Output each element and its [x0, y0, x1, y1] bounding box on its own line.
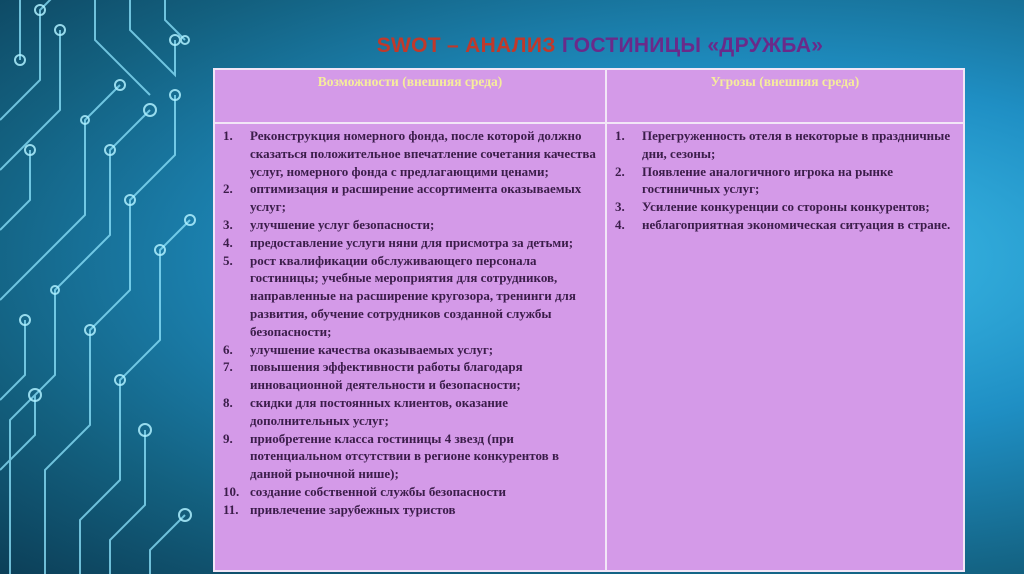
- list-item-number: 3.: [223, 216, 233, 232]
- threats-list: [607, 124, 963, 234]
- list-item-number: 7.: [223, 359, 233, 375]
- table-header-row: [214, 69, 964, 123]
- list-item: [215, 234, 601, 252]
- list-item-number: 4.: [223, 234, 233, 250]
- list-item: [215, 127, 601, 180]
- list-item: [215, 501, 601, 519]
- list-item-number: 10.: [223, 483, 240, 499]
- list-item-number: 9.: [223, 430, 233, 446]
- column-header-opportunities: Возможности (внешняя среда): [214, 69, 606, 123]
- list-item-text: Реконструкция номерного фонда, после которой должно сказаться положительное впечатление сочетания качества услуг, номерного фонда с предлагающими ценами;: [250, 128, 596, 179]
- list-item: [215, 394, 601, 430]
- title-hotel-part: ГОСТИНИЦЫ «ДРУЖБА»: [561, 34, 824, 57]
- list-item-text: неблагоприятная экономическая ситуация в стране.: [642, 216, 951, 232]
- opportunities-cell: [214, 123, 606, 571]
- list-item: [215, 180, 601, 216]
- list-item-text: предоставление услуги няни для присмотра за детьми;: [250, 234, 574, 250]
- threats-cell: [606, 123, 964, 571]
- list-item-text: оптимизация и расширение ассортимента оказываемых услуг;: [250, 181, 582, 215]
- list-item: [215, 483, 601, 501]
- list-item: [607, 163, 959, 199]
- opportunities-list: [215, 124, 605, 519]
- swot-table: [213, 68, 965, 572]
- list-item-number: 4.: [615, 216, 625, 232]
- list-item: [215, 216, 601, 234]
- slide-title: [215, 34, 985, 58]
- list-item-number: 1.: [615, 128, 625, 143]
- list-item: [215, 430, 601, 483]
- list-item-number: 11.: [223, 501, 239, 517]
- list-item-number: 2.: [223, 181, 233, 197]
- list-item: [607, 198, 959, 216]
- table-body-row: [214, 123, 964, 571]
- list-item-number: 8.: [223, 394, 233, 410]
- list-item-text: приобретение класса гостиницы 4 звезд (при потенциальном отсутствии в регионе конкурентов в данной рыночной нише);: [250, 430, 559, 482]
- list-item-text: рост квалификации обслуживающего персонала гостиницы; учебные мероприятия для сотрудников, направленные на расширение кругозора, тренинги для развития, обучение сотрудников созданной службы безопасности;: [250, 252, 576, 339]
- list-item: [607, 216, 959, 234]
- list-item-text: Появление аналогичного игрока на рынке гостиничных услуг;: [642, 163, 893, 197]
- list-item-text: скидки для постоянных клиентов, оказание дополнительных услуг;: [250, 394, 509, 428]
- list-item: [607, 127, 959, 163]
- list-item: [215, 341, 601, 359]
- list-item-text: Усиление конкуренции со стороны конкурентов;: [642, 199, 930, 215]
- list-item-text: повышения эффективности работы благодаря инновационной деятельности и безопасности;: [250, 359, 523, 393]
- list-item: [215, 252, 601, 341]
- list-item-number: 6.: [223, 341, 233, 357]
- list-item-number: 2.: [615, 163, 625, 179]
- list-item-number: 5.: [223, 252, 233, 268]
- title-swot-part: SWOT – АНАЛИЗ: [376, 34, 562, 57]
- list-item-text: создание собственной службы безопасности: [250, 483, 506, 499]
- list-item-number: 1.: [223, 128, 233, 143]
- column-header-threats: Угрозы (внешняя среда): [606, 69, 964, 123]
- list-item-text: Перегруженность отеля в некоторые в праздничные дни, сезоны;: [642, 128, 951, 161]
- list-item-number: 3.: [615, 199, 625, 215]
- list-item: [215, 358, 601, 394]
- list-item-text: улучшение услуг безопасности;: [250, 216, 435, 232]
- list-item-text: улучшение качества оказываемых услуг;: [250, 341, 494, 357]
- list-item-text: привлечение зарубежных туристов: [250, 501, 456, 517]
